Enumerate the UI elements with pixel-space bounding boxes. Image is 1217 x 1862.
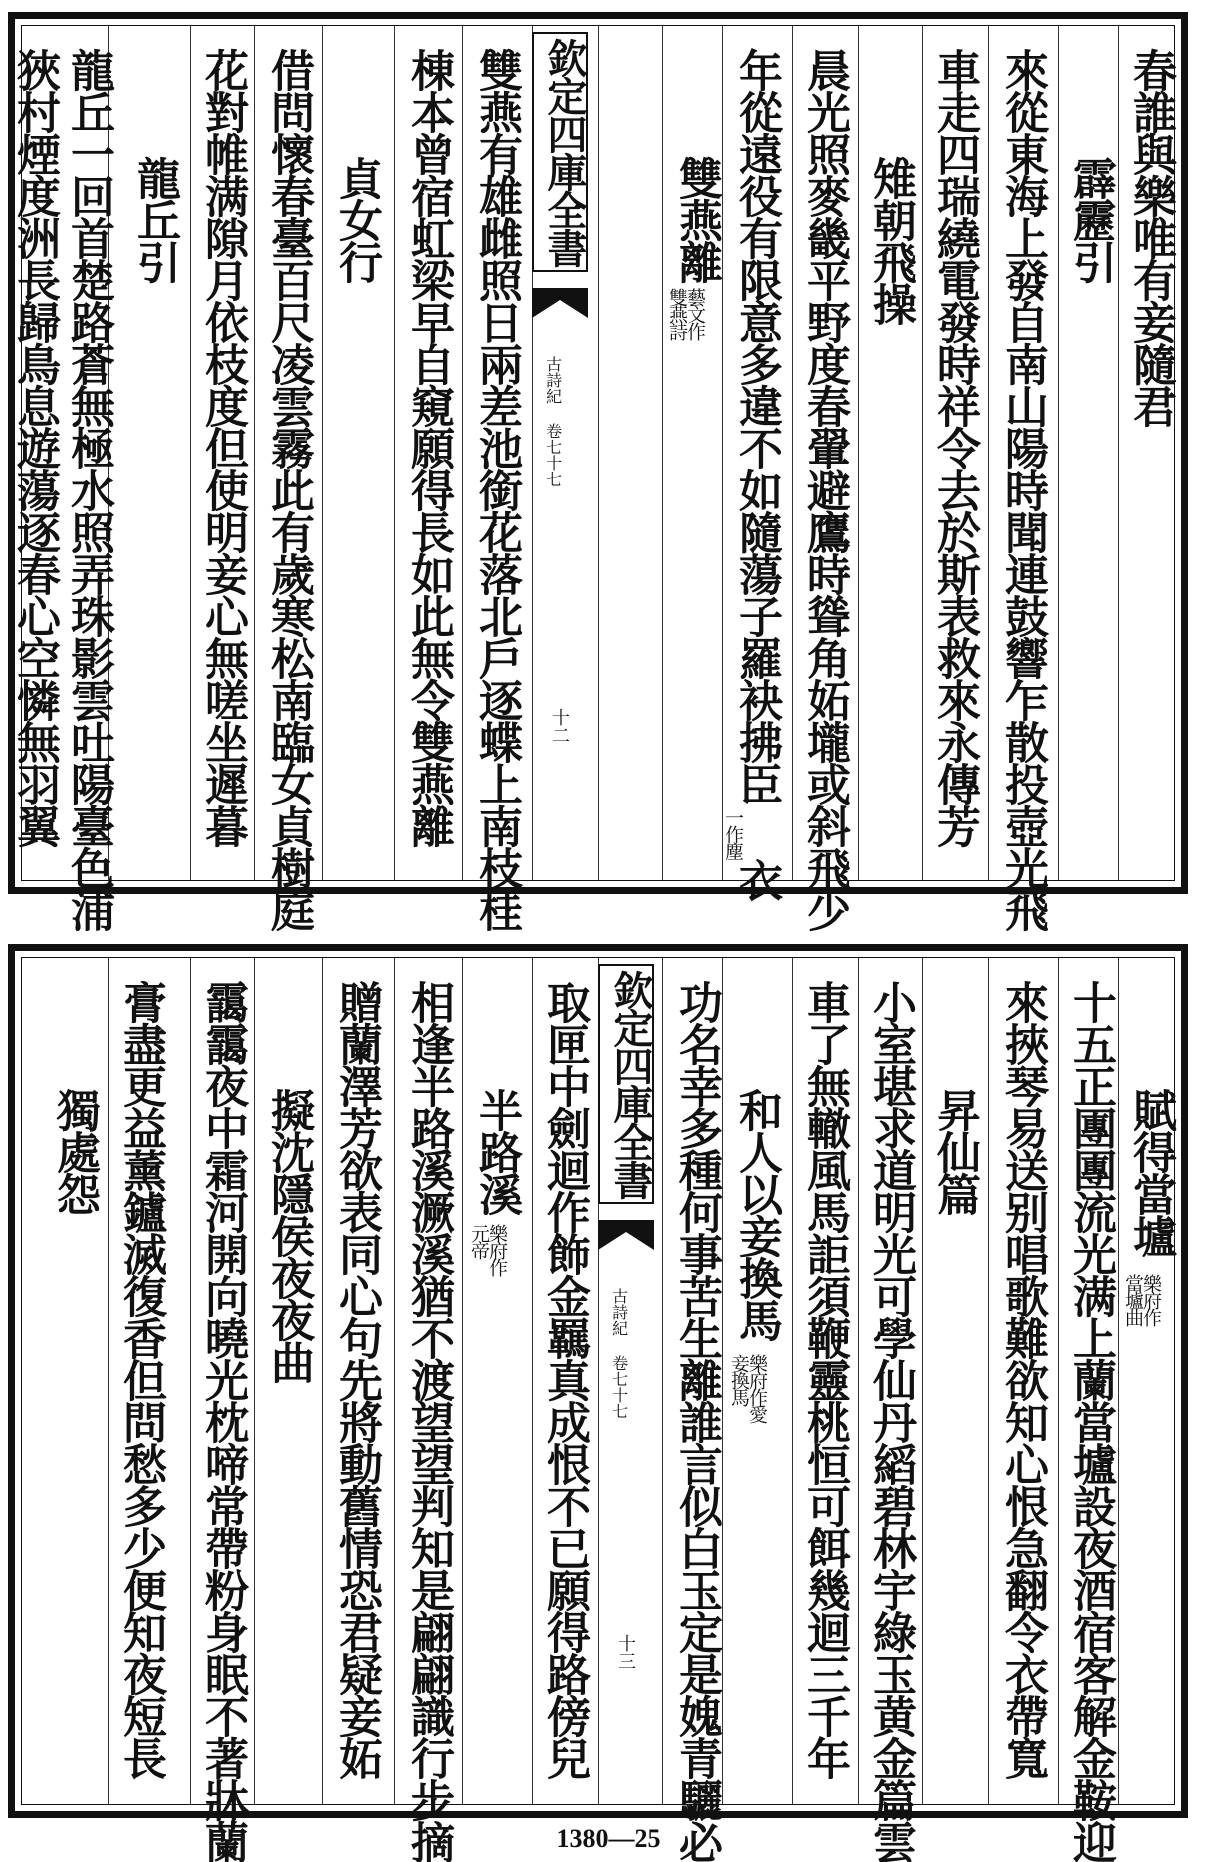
- column-rule: [394, 958, 395, 1804]
- column-rule: [598, 26, 599, 880]
- column-rule: [254, 26, 255, 880]
- annotation: 樂府作: [1139, 1274, 1162, 1325]
- page-number: 十三: [615, 1634, 636, 1670]
- text-column: 借問懷春臺百尺凌雲霧此有歲寒松南臨女貞樹庭: [263, 48, 314, 930]
- text-column: 龍丘一回首楚路蒼無極水照弄珠影雲吐陽臺色浦: [63, 48, 114, 930]
- column-rule: [190, 26, 191, 880]
- fish-tail-ornament: [532, 288, 588, 318]
- poem-title: 霹靂引: [1065, 156, 1116, 282]
- poem-title: 擬沈隱侯夜夜曲: [263, 1088, 314, 1382]
- column-rule: [858, 26, 859, 880]
- column-rule: [858, 958, 859, 1804]
- text-column: 膏盡更益薰鑪滅復香但問愁多少便知夜短長: [115, 980, 166, 1778]
- text-column: 十五正團團流光满上蘭當壚設夜酒宿客解金鞍迎: [1065, 980, 1116, 1862]
- annotation: 藝文作: [683, 288, 706, 339]
- annotation: 元帝: [467, 1224, 490, 1258]
- column-rule: [722, 26, 723, 880]
- page-number: 十二: [549, 708, 570, 744]
- column-rule: [662, 958, 663, 1804]
- column-rule: [722, 958, 723, 1804]
- column-rule: [1058, 26, 1059, 880]
- text-column: 靄靄夜中霜河開向曉光枕啼常帶粉身眠不著牀蘭: [197, 980, 248, 1862]
- poem-title: 雙燕離: [671, 156, 722, 282]
- book-title: 欽定四庫全書: [598, 964, 654, 1204]
- text-column: 來從東海上發自南山陽時聞連鼓響乍散投壺光飛: [997, 48, 1048, 930]
- column-rule: [988, 26, 989, 880]
- book-title: 欽定四庫全書: [532, 32, 588, 272]
- column-rule: [462, 958, 463, 1804]
- poem-title: 賦得當壚: [1125, 1088, 1176, 1256]
- column-rule: [988, 958, 989, 1804]
- column-rule: [792, 26, 793, 880]
- poem-title: 半路溪: [471, 1088, 522, 1214]
- text-column: 春誰與樂唯有妾隨君: [1125, 48, 1176, 426]
- text-column: 車走四瑞繞電發時祥令去於斯表救來永傳芳: [929, 48, 980, 846]
- text-column: 年從遠役有限意多違不如隨蕩子羅袂拂臣: [731, 48, 782, 804]
- poem-title: 昇仙篇: [929, 1088, 980, 1214]
- column-rule: [1118, 958, 1119, 1804]
- center-band: [598, 958, 654, 1804]
- text-column: 狹村煙度洲長歸鳥息遊蕩逐春心空憐無羽翼: [9, 48, 60, 846]
- column-rule: [322, 26, 323, 880]
- center-band: [532, 26, 588, 880]
- column-rule: [394, 26, 395, 880]
- text-column: 雙燕有雄雌照日兩差池銜花落北戶逐蝶上南枝桂: [471, 48, 522, 930]
- column-rule: [922, 958, 923, 1804]
- column-rule: [922, 26, 923, 880]
- text-column: 來挾琴易送别唱歌難欲知心恨急翻令衣帶寬: [997, 980, 1048, 1778]
- page-top-frame: [9, 25, 1176, 930]
- text-column-tail: 衣: [731, 858, 782, 900]
- column-rule: [322, 958, 323, 1804]
- poem-title: 雉朝飛操: [865, 156, 916, 324]
- text-column: 贈蘭澤芳欲表同心句先將動舊情恐君疑妾妬: [331, 980, 382, 1778]
- text-column: 車了無轍風馬詎須鞭靈桃恒可餌幾迴三千年: [799, 980, 850, 1778]
- annotation: 當壚曲: [1121, 1274, 1144, 1325]
- column-rule: [254, 958, 255, 1804]
- column-rule: [190, 958, 191, 1804]
- column-rule: [662, 26, 663, 880]
- text-column: 小室堪求道明光可學仙丹縚碧林宇綠玉黄金篇雲: [865, 980, 916, 1862]
- page-footer-number: 1380—25: [556, 1824, 661, 1853]
- source-label: 古詩紀 卷七十七: [609, 1288, 629, 1419]
- poem-title: 龍丘引: [129, 156, 180, 282]
- text-column: 相逢半路溪㵐溪猶不渡望望判知是翩翩識行步摘: [403, 980, 454, 1862]
- text-column: 晨光照麥畿平野度春翬避鷹時聳角妬壠或斜飛少: [799, 48, 850, 930]
- poem-title: 獨處怨: [49, 1088, 100, 1214]
- column-rule: [1058, 958, 1059, 1804]
- fish-tail-ornament: [598, 1220, 654, 1250]
- annotation: 雙燕詩: [665, 288, 688, 339]
- source-label: 古詩紀 卷七十七: [543, 356, 563, 487]
- column-rule: [1118, 26, 1119, 880]
- poem-title: 貞女行: [331, 156, 382, 282]
- text-column: 功名幸多種何事苦生離誰言似白玉定是媿青驪必: [671, 980, 722, 1862]
- annotation: 樂府作: [485, 1224, 508, 1275]
- page-top: [8, 12, 1188, 930]
- column-rule: [462, 26, 463, 880]
- column-rule: [532, 958, 533, 1804]
- text-column: 取匣中劍迴作飾金羈真成恨不已願得路傍兒: [539, 980, 590, 1778]
- annotation: 樂府作愛: [745, 1354, 768, 1422]
- text-column: 棟本曾宿虹梁早自窺願得長如此無令雙燕離: [403, 48, 454, 846]
- column-rule: [108, 958, 109, 1804]
- column-rule: [792, 958, 793, 1804]
- poem-title: 和人以妾換馬: [731, 1088, 782, 1340]
- annotation: 妾換馬: [727, 1354, 750, 1405]
- annotation: 一作塵: [721, 808, 744, 859]
- text-column: 花對帷满隙月依枝度但使明妾心無嗟坐遲暮: [197, 48, 248, 846]
